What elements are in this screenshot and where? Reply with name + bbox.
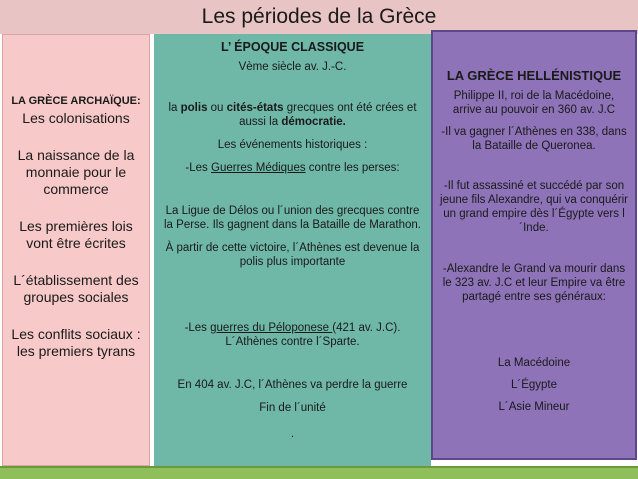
archaic-item: Les conflits sociaux : les premiers tyrans: [11, 326, 141, 359]
hellenistic-heading: LA GRÈCE HELLÉNISTIQUE: [446, 68, 622, 83]
footer-line: [0, 466, 638, 468]
archaic-column: [2, 34, 150, 466]
classical-dot: .: [290, 428, 295, 440]
title-bar: [0, 0, 638, 34]
hellenistic-alexander: -Alexandre le Grand va mourir dans le 323 av. J.C et leur Empire va être partagé entre ses généraux:: [442, 263, 626, 303]
classical-century: Vème siècle av. J.-C.: [238, 61, 347, 73]
classical-medic-wars: -Les Guerres Médiques contre les perses:: [185, 162, 400, 174]
hellenistic-region: La Macédoine: [497, 357, 571, 369]
archaic-item: Les colonisations: [22, 110, 130, 126]
classical-pelo-wars: -Les guerres du Péloponese (421 av. J.C).: [184, 322, 401, 334]
classical-pelo-sides: L´Athènes contre l´Sparte.: [225, 336, 360, 348]
classical-heading: L’ ÉPOQUE CLASSIQUE: [220, 40, 365, 54]
archaic-heading: LA GRÈCE ARCHAÏQUE:: [11, 95, 141, 107]
hellenistic-region: L´Égypte: [510, 379, 558, 391]
hellenistic-region: L´Asie Mineur: [498, 401, 570, 413]
archaic-item: Les premières lois vont être écrites: [19, 218, 133, 251]
hellenistic-killed: -Il fut assassiné et succédé par son jeune fils Alexandre, qui va conquérir un grand empire dès l´Égypte vers l´Inde.: [440, 180, 628, 234]
classical-war-lost: En 404 av. J.C, l´Athènes va perdre la guerre: [177, 379, 408, 391]
classical-polis-text: la polis ou cités-états grecques ont été crées et aussi la démocratie.: [168, 102, 417, 128]
hellenistic-philip: Philippe II, roi de la Macédoine, arrive au pouvoir en 360 av. J.C: [452, 90, 616, 116]
classical-end: Fin de l´unité: [259, 402, 326, 414]
classical-delos: La Ligue de Délos ou l´union des grecques contre la Perse. Ils gagnent dans la Bataille de Marathon.: [164, 205, 421, 231]
archaic-item: La naissance de la monnaie pour le commerce: [17, 147, 135, 197]
hellenistic-won: -Il va gagner l´Athènes en 338, dans la Bataille de Queronea.: [441, 126, 627, 152]
hellenistic-column: [431, 30, 637, 460]
classical-column: [154, 34, 431, 466]
archaic-item: L´établissement des groupes sociales: [13, 272, 139, 305]
classical-events: Les événements historiques :: [217, 139, 368, 151]
classical-athens: À partir de cette victoire, l´Athènes est devenue la polis plus importante: [165, 242, 420, 268]
page-title: Les périodes de la Grèce: [201, 5, 437, 28]
